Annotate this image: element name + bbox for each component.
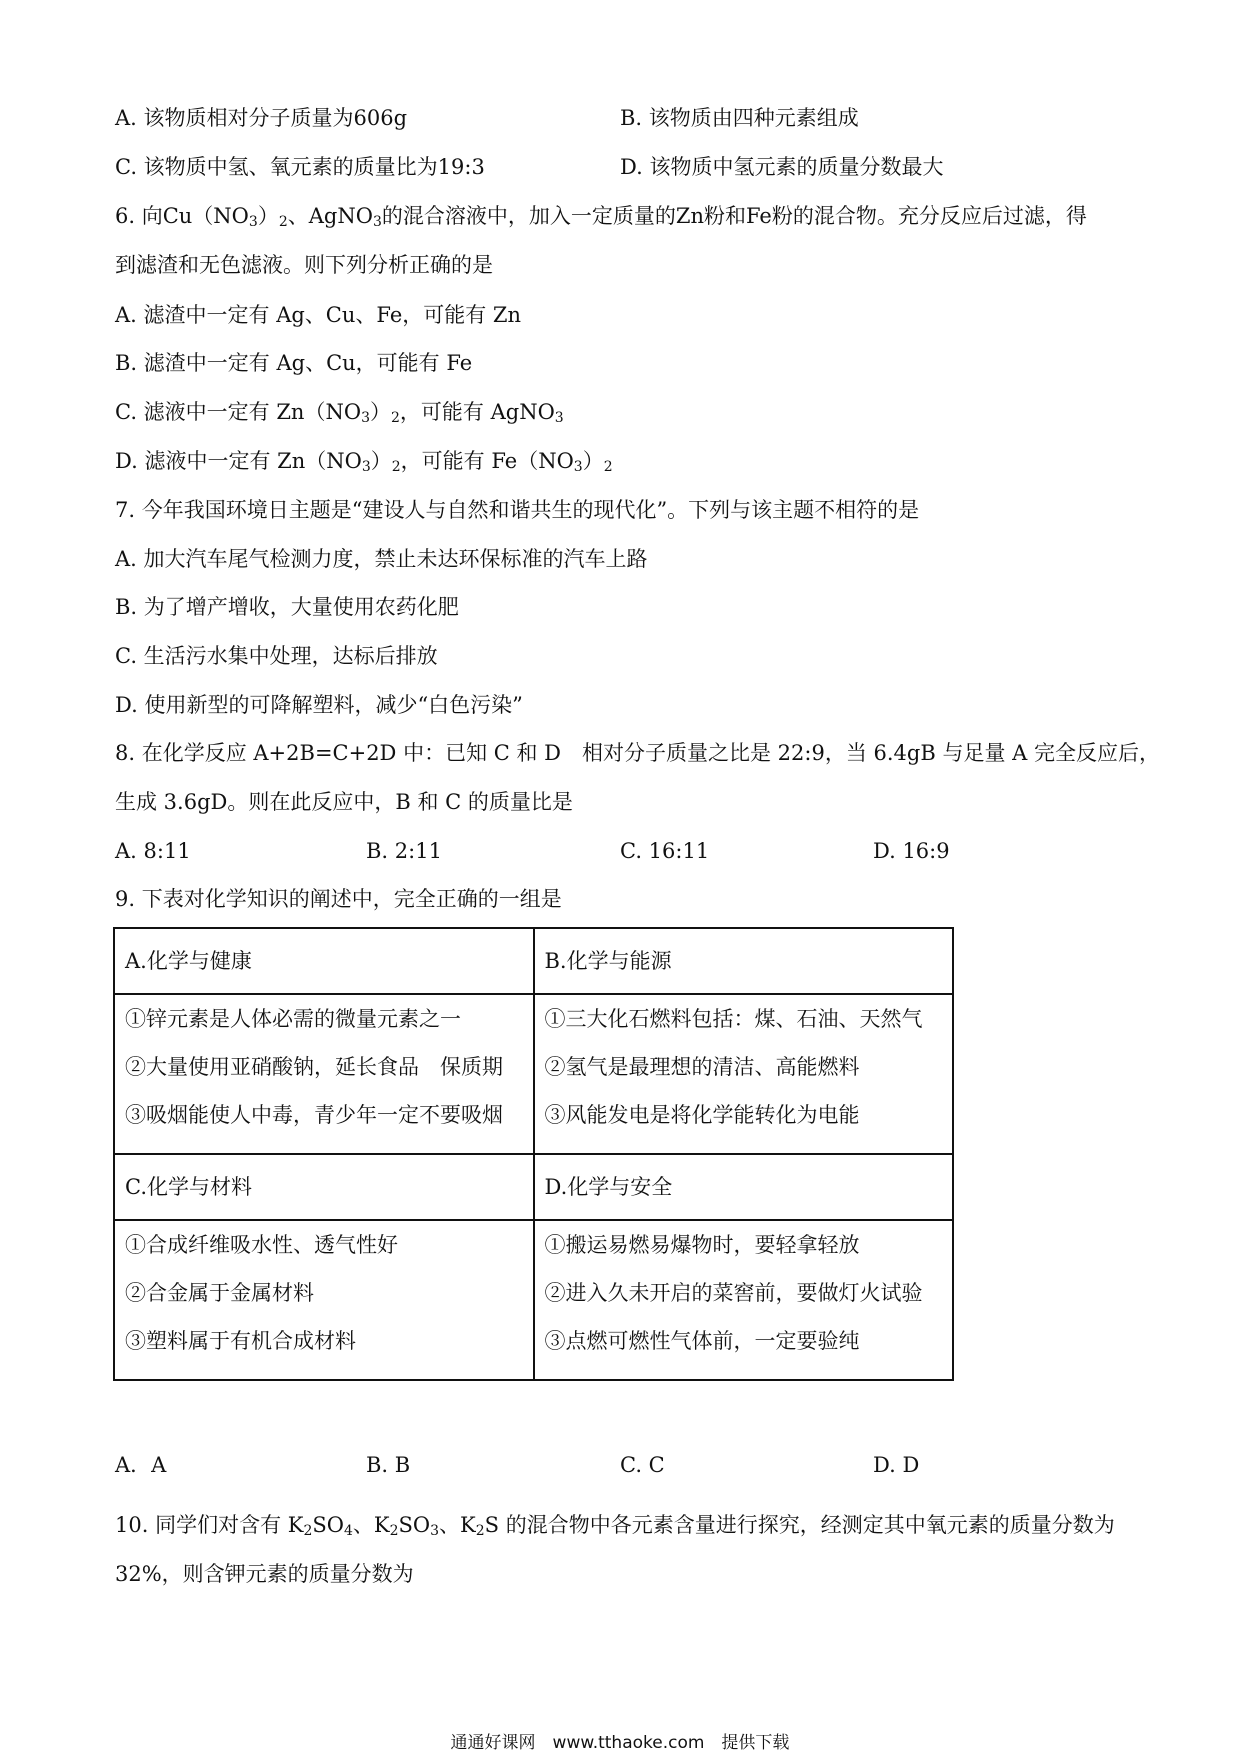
q6-option-b: B. 滤渣中一定有 Ag、Cu，可能有 Fe	[115, 351, 473, 375]
q8-stem-line1: 8. 在化学反应 A+2B=C+2D 中：已知 C 和 D 相对分子质量之比是 22:9，当 6.4gB 与足量 A 完全反应后，	[115, 741, 1160, 765]
q9-stem: 9. 下表对化学知识的阐述中，完全正确的一组是	[115, 887, 562, 911]
list-item: ①合成纤维吸水性、透气性好	[125, 1233, 398, 1257]
q9-option-c: C. C	[620, 1453, 665, 1477]
q9-option-a: A．A	[115, 1453, 167, 1477]
q8-option-d: D. 16:9	[873, 839, 950, 863]
q6-stem-line2: 到滤渣和无色滤液。则下列分析正确的是	[115, 253, 493, 277]
list-item: ③点燃可燃性气体前，一定要验纯	[544, 1329, 860, 1353]
q8-option-a: A. 8:11	[115, 839, 191, 863]
list-item: ③风能发电是将化学能转化为电能	[544, 1103, 860, 1127]
table-cell-b	[534, 994, 954, 1154]
q6-stem-line1: 6. 向$Cu(NO_3)_2$、AgNO$_3$的混合溶液中，加入一定质量的Zn粉和Fe粉的混合物。充分反应后过滤，得	[115, 204, 1087, 230]
table-head-c: C.化学与材料	[114, 1154, 534, 1220]
list-item: ②进入久未开启的菜窖前，要做灯火试验	[544, 1281, 923, 1305]
q9-option-d: D. D	[873, 1453, 920, 1477]
table-cell-d	[534, 1220, 954, 1380]
q5-option-b: B. 该物质由四种元素组成	[620, 106, 859, 130]
q6-option-c: C. 滤液中一定有 $Zn(NO_3)_2$，可能有 AgNO$_3$	[115, 400, 564, 426]
q8-stem-line2: 生成 3.6gD。则在此反应中，B 和 C 的质量比是	[115, 790, 573, 814]
q6-option-d: D. 滤液中一定有 $Zn(NO_3)_2$，可能有 $Fe(NO_3)_2$	[115, 449, 613, 475]
q7-option-b: B. 为了增产增收，大量使用农药化肥	[115, 595, 459, 619]
q7-option-d: D. 使用新型的可降解塑料，减少“白色污染”	[115, 693, 523, 717]
q10-stem-line1: 10. 同学们对含有 $K_2SO_4$、$K_2SO_3$、$K_2S$ 的混合物中各元素含量进行探究，经测定其中氧元素的质量分数为	[115, 1513, 1115, 1539]
list-item: ②氢气是最理想的清洁、高能燃料	[544, 1055, 860, 1079]
table-head-d: D.化学与安全	[534, 1154, 954, 1220]
list-item: ①搬运易燃易爆物时，要轻拿轻放	[544, 1233, 860, 1257]
q5-option-d: D. 该物质中氢元素的质量分数最大	[620, 155, 944, 179]
q7-option-c: C. 生活污水集中处理，达标后排放	[115, 644, 438, 668]
q9-table	[113, 927, 954, 1381]
list-item: ②大量使用亚硝酸钠，延长食品 保质期	[125, 1055, 503, 1079]
table-cell-c	[114, 1220, 534, 1380]
list-item: ①锌元素是人体必需的微量元素之一	[125, 1007, 461, 1031]
q9-option-b: B. B	[366, 1453, 411, 1477]
q10-stem-line2: 32%，则含钾元素的质量分数为	[115, 1562, 414, 1586]
q8-option-c: C. 16:11	[620, 839, 710, 863]
q7-stem: 7. 今年我国环境日主题是“建设人与自然和谐共生的现代化”。下列与该主题不相符的是	[115, 498, 920, 522]
q5-option-a: A. 该物质相对分子质量为606g	[115, 106, 408, 130]
q7-option-a: A. 加大汽车尾气检测力度，禁止未达环保标准的汽车上路	[115, 547, 648, 571]
list-item: ③吸烟能使人中毒，青少年一定不要吸烟	[125, 1103, 503, 1127]
q8-option-b: B. 2:11	[366, 839, 442, 863]
table-cell-a	[114, 994, 534, 1154]
list-item: ①三大化石燃料包括：煤、石油、天然气	[544, 1007, 923, 1031]
table-head-a: A.化学与健康	[114, 928, 534, 994]
page-footer: 通通好课网 www.tthaoke.com 提供下载	[450, 1733, 790, 1753]
q6-option-a: A. 滤渣中一定有 Ag、Cu、Fe，可能有 Zn	[115, 303, 522, 327]
list-item: ③塑料属于有机合成材料	[125, 1329, 356, 1353]
list-item: ②合金属于金属材料	[125, 1281, 314, 1305]
table-head-b: B.化学与能源	[534, 928, 954, 994]
q5-option-c: C. 该物质中氢、氧元素的质量比为19:3	[115, 155, 485, 179]
